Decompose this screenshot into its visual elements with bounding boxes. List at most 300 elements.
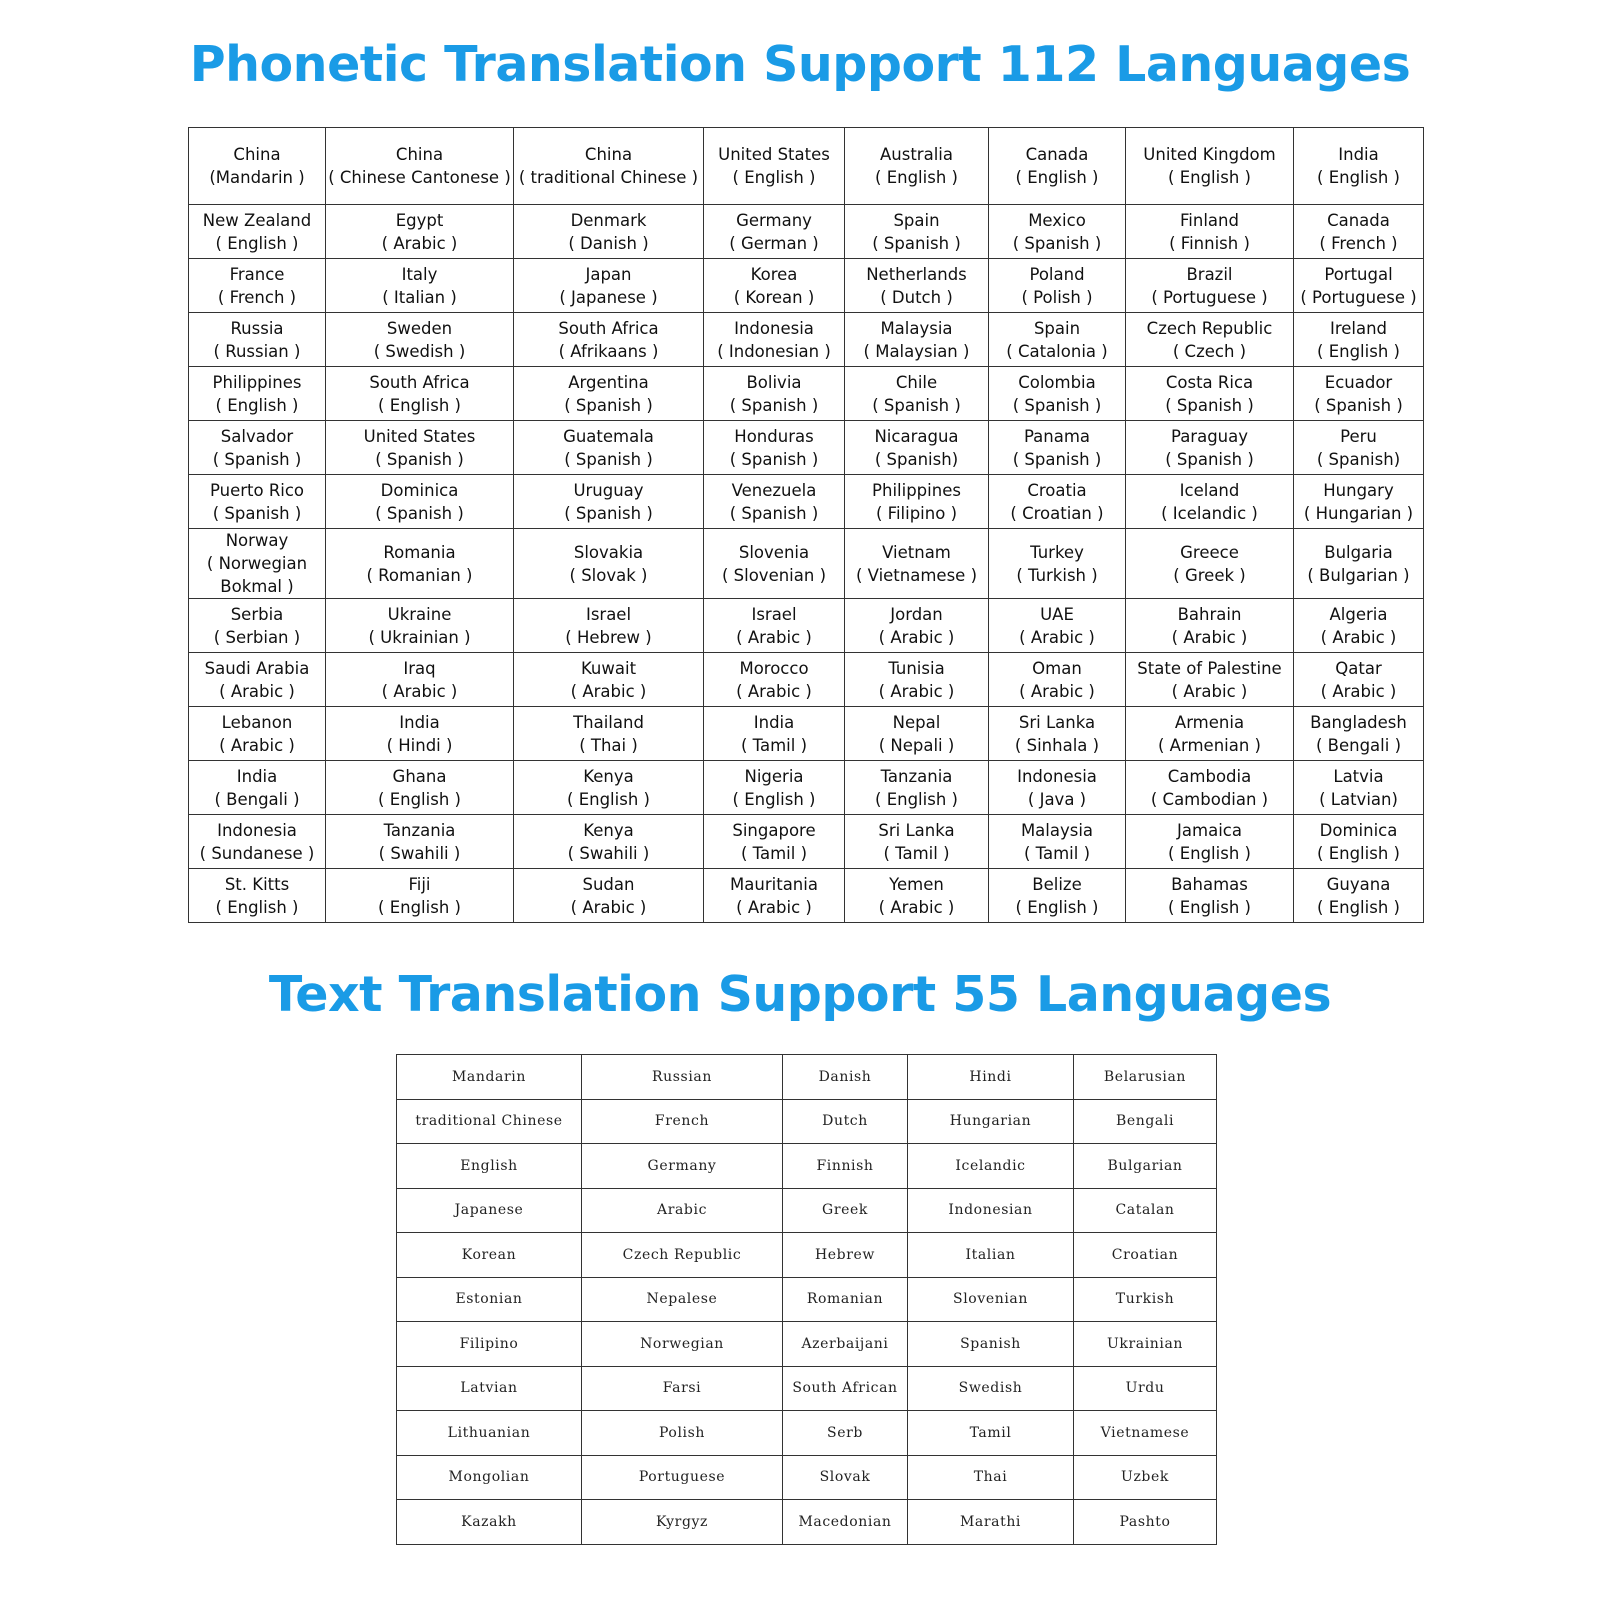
country-name: Russia	[230, 318, 284, 338]
language-name: ( Arabic )	[736, 627, 812, 647]
text-row	[397, 1099, 1217, 1144]
language-name: ( English )	[1015, 168, 1099, 187]
phonetic-cell	[326, 653, 514, 707]
text-language-cell: Polish	[582, 1411, 783, 1456]
language-name: ( Spanish )	[564, 503, 653, 523]
language-name: ( Spanish )	[1012, 233, 1102, 253]
phonetic-cell	[704, 529, 845, 599]
language-name: ( Turkish )	[1016, 565, 1098, 585]
phonetic-cell	[514, 599, 704, 653]
country-name: Italy	[401, 264, 438, 284]
language-name: ( Arabic )	[570, 681, 647, 701]
phonetic-cell	[704, 205, 845, 259]
phonetic-cell	[514, 421, 704, 475]
phonetic-row	[189, 421, 1424, 475]
phonetic-cell	[189, 869, 326, 923]
language-name: ( Bengali )	[1315, 735, 1402, 755]
phonetic-cell	[1126, 599, 1294, 653]
country-name: United States	[363, 426, 476, 446]
text-language-cell: Slovenian	[908, 1277, 1074, 1322]
language-name: ( Tamil )	[740, 843, 808, 863]
language-name: ( Arabic )	[1320, 627, 1397, 647]
country-name: Indonesia	[1017, 766, 1097, 786]
phonetic-row	[189, 529, 1424, 599]
text-language-cell: Bengali	[1074, 1099, 1217, 1144]
phonetic-cell	[845, 599, 989, 653]
text-row	[397, 1455, 1217, 1500]
phonetic-cell	[1126, 529, 1294, 599]
language-name: ( Spanish )	[1165, 449, 1254, 469]
country-name: Poland	[1029, 264, 1085, 284]
language-name: ( Arabic )	[1320, 681, 1397, 701]
language-name: ( Latvian)	[1319, 789, 1398, 809]
language-name: ( Portuguese )	[1300, 287, 1417, 307]
text-language-cell: Mongolian	[397, 1455, 582, 1500]
language-name: ( Arabic )	[878, 897, 955, 917]
phonetic-cell	[514, 815, 704, 869]
country-name: Netherlands	[866, 264, 967, 284]
country-name: Japan	[585, 264, 632, 284]
phonetic-row	[189, 815, 1424, 869]
language-name: ( Hindi )	[386, 735, 453, 755]
phonetic-cell	[189, 205, 326, 259]
language-name: ( Spanish)	[1316, 449, 1401, 469]
country-name: Tunisia	[888, 658, 945, 678]
country-name: Dominica	[380, 480, 459, 500]
country-name: Lebanon	[221, 712, 293, 732]
country-name: Spain	[893, 210, 940, 230]
language-name: ( Nepali )	[878, 735, 955, 755]
country-name: South Africa	[369, 372, 470, 392]
phonetic-cell	[845, 869, 989, 923]
text-row	[397, 1500, 1217, 1545]
phonetic-cell	[1126, 313, 1294, 367]
text-language-cell: South African	[783, 1366, 908, 1411]
text-language-cell: Russian	[582, 1055, 783, 1100]
phonetic-cell	[326, 707, 514, 761]
text-language-cell: Bulgarian	[1074, 1144, 1217, 1189]
phonetic-cell	[189, 761, 326, 815]
text-language-cell: Kazakh	[397, 1500, 582, 1545]
phonetic-cell	[704, 367, 845, 421]
phonetic-cell	[704, 475, 845, 529]
phonetic-cell	[1294, 367, 1424, 421]
country-name: Peru	[1340, 426, 1377, 446]
language-name: ( Sundanese )	[199, 843, 315, 863]
language-name: ( Filipino )	[875, 503, 958, 523]
language-name: ( Swedish )	[373, 341, 466, 361]
text-row	[397, 1055, 1217, 1100]
phonetic-cell	[989, 259, 1126, 313]
language-name: ( Croatian )	[1010, 503, 1104, 523]
phonetic-cell	[845, 707, 989, 761]
country-name: Korea	[750, 264, 798, 284]
text-language-cell: Thai	[908, 1455, 1074, 1500]
text-language-cell: Spanish	[908, 1322, 1074, 1367]
text-language-cell: Belarusian	[1074, 1055, 1217, 1100]
language-name: ( Arabic )	[736, 897, 812, 917]
phonetic-cell	[1294, 205, 1424, 259]
phonetic-cell	[845, 761, 989, 815]
phonetic-cell	[326, 128, 514, 205]
language-name: ( Hebrew )	[565, 627, 652, 647]
country-name: Puerto Rico	[209, 480, 305, 500]
phonetic-cell	[845, 313, 989, 367]
language-name: ( English )	[1168, 897, 1251, 917]
country-name: United States	[718, 145, 830, 164]
phonetic-cell	[845, 815, 989, 869]
text-title: Text Translation Support 55 Languages	[268, 966, 1332, 1023]
country-name: Oman	[1032, 658, 1082, 678]
language-name: ( Spanish )	[212, 449, 302, 469]
phonetic-cell	[1126, 761, 1294, 815]
text-language-cell: Vietnamese	[1074, 1411, 1217, 1456]
phonetic-cell	[845, 205, 989, 259]
country-name: Greece	[1180, 542, 1239, 562]
language-name: ( Bengali )	[214, 789, 300, 809]
country-name: South Africa	[558, 318, 659, 338]
country-name: Sri Lanka	[1018, 712, 1096, 732]
phonetic-cell	[1294, 421, 1424, 475]
language-name: ( Polish )	[1021, 287, 1093, 307]
phonetic-cell	[326, 421, 514, 475]
phonetic-row	[189, 869, 1424, 923]
language-name: ( English )	[378, 395, 461, 415]
phonetic-cell	[704, 653, 845, 707]
phonetic-cell	[326, 815, 514, 869]
phonetic-cell	[326, 259, 514, 313]
text-language-cell: Italian	[908, 1233, 1074, 1278]
country-name: Hungary	[1323, 480, 1394, 500]
country-name: Fiji	[408, 874, 431, 894]
language-name: ( Hungarian )	[1303, 503, 1414, 523]
phonetic-cell	[514, 367, 704, 421]
text-language-cell: Lithuanian	[397, 1411, 582, 1456]
language-name: ( Spanish )	[212, 503, 302, 523]
country-name: Serbia	[230, 604, 284, 624]
language-name: ( English )	[875, 168, 958, 187]
language-name: ( Arabic )	[1019, 681, 1095, 701]
phonetic-cell	[1294, 707, 1424, 761]
country-name: India	[399, 712, 440, 732]
country-name: Ukraine	[387, 604, 452, 624]
language-name: ( Arabic )	[1171, 681, 1248, 701]
country-name: Malaysia	[1020, 820, 1094, 840]
language-name: ( English )	[1168, 168, 1251, 187]
language-name: ( Catalonia )	[1006, 341, 1108, 361]
text-language-cell: Romanian	[783, 1277, 908, 1322]
language-name: ( Spanish )	[375, 503, 464, 523]
text-language-cell: Czech Republic	[582, 1233, 783, 1278]
country-name: Bahamas	[1171, 874, 1248, 894]
country-name: Sweden	[386, 318, 453, 338]
country-name: Panama	[1023, 426, 1091, 446]
phonetic-cell	[989, 313, 1126, 367]
language-name: ( English )	[1015, 897, 1099, 917]
language-name: ( Swahili )	[378, 843, 461, 863]
country-name: Chile	[895, 372, 938, 392]
phonetic-cell	[326, 869, 514, 923]
country-name: Singapore	[732, 820, 816, 840]
language-name: ( English )	[1317, 897, 1400, 917]
phonetic-cell	[704, 313, 845, 367]
phonetic-cell	[189, 653, 326, 707]
language-name: ( Arabic )	[381, 233, 458, 253]
text-language-cell: Latvian	[397, 1366, 582, 1411]
language-name: ( Portuguese )	[1151, 287, 1268, 307]
language-name: ( Spanish )	[1165, 395, 1254, 415]
text-language-cell: Korean	[397, 1233, 582, 1278]
country-name: Morocco	[739, 658, 809, 678]
country-name: New Zealand	[202, 210, 312, 230]
language-name: ( Spanish )	[872, 395, 961, 415]
country-name: Canada	[1327, 210, 1390, 230]
phonetic-cell	[189, 128, 326, 205]
language-name: ( Arabic )	[570, 897, 647, 917]
text-language-cell: Tamil	[908, 1411, 1074, 1456]
country-name: France	[229, 264, 285, 284]
phonetic-cell	[1294, 128, 1424, 205]
phonetic-cell	[1294, 869, 1424, 923]
phonetic-cell	[1126, 869, 1294, 923]
language-name: ( German )	[729, 233, 819, 253]
language-name: (Mandarin )	[209, 168, 305, 187]
language-name: ( Sinhala )	[1014, 735, 1100, 755]
language-name: ( Armenian )	[1158, 735, 1261, 755]
country-name: India	[753, 712, 795, 732]
country-name: Salvador	[220, 426, 294, 446]
language-name: ( Czech )	[1172, 341, 1247, 361]
language-name: ( Vietnamese )	[855, 565, 978, 585]
language-name: ( Japanese )	[559, 287, 658, 307]
language-name: ( Italian )	[382, 287, 457, 307]
country-name: Sudan	[582, 874, 635, 894]
country-name: Qatar	[1335, 658, 1382, 678]
phonetic-cell	[845, 475, 989, 529]
country-name: India	[1338, 145, 1379, 164]
country-name: Dominica	[1319, 820, 1398, 840]
phonetic-cell	[189, 475, 326, 529]
phonetic-cell	[845, 421, 989, 475]
language-name: ( Arabic )	[1019, 627, 1095, 647]
phonetic-cell	[704, 128, 845, 205]
country-name: Ecuador	[1324, 372, 1393, 392]
country-name: Vietnam	[882, 542, 951, 562]
text-language-cell: Hebrew	[783, 1233, 908, 1278]
phonetic-cell	[1126, 707, 1294, 761]
country-name: Norway	[225, 531, 289, 550]
text-language-cell: Finnish	[783, 1144, 908, 1189]
phonetic-cell	[989, 653, 1126, 707]
phonetic-row	[189, 599, 1424, 653]
phonetic-cell	[1126, 815, 1294, 869]
phonetic-cell	[189, 259, 326, 313]
phonetic-cell	[845, 529, 989, 599]
language-name: ( Spanish )	[564, 449, 653, 469]
country-name: Colombia	[1018, 372, 1096, 392]
text-languages-table	[396, 1054, 1217, 1545]
phonetic-languages-table	[188, 127, 1424, 923]
country-name: Belize	[1032, 874, 1082, 894]
language-name: ( Cambodian )	[1150, 789, 1269, 809]
language-name: ( English )	[732, 168, 816, 187]
country-name: Bulgaria	[1324, 542, 1393, 562]
phonetic-cell	[1294, 259, 1424, 313]
phonetic-row	[189, 653, 1424, 707]
phonetic-cell	[989, 421, 1126, 475]
phonetic-cell	[189, 367, 326, 421]
phonetic-cell	[326, 599, 514, 653]
country-name: Israel	[585, 604, 632, 624]
text-language-cell: Mandarin	[397, 1055, 582, 1100]
phonetic-cell	[326, 475, 514, 529]
phonetic-cell	[704, 421, 845, 475]
phonetic-cell	[514, 205, 704, 259]
phonetic-cell	[845, 128, 989, 205]
phonetic-cell	[514, 313, 704, 367]
language-name: ( Tamil )	[1023, 843, 1091, 863]
phonetic-row	[189, 259, 1424, 313]
language-name: ( Russian )	[213, 341, 301, 361]
phonetic-cell	[1126, 128, 1294, 205]
phonetic-cell	[989, 599, 1126, 653]
country-name: Australia	[880, 145, 953, 164]
language-name: ( English )	[1168, 843, 1251, 863]
language-name: ( French )	[1319, 233, 1398, 253]
country-name: Finland	[1180, 210, 1239, 230]
country-name: China	[395, 145, 444, 164]
country-name: Nepal	[892, 712, 941, 732]
language-name: ( Ukrainian )	[368, 627, 471, 647]
language-name: ( Serbian )	[213, 627, 301, 647]
phonetic-cell	[845, 259, 989, 313]
phonetic-cell	[989, 869, 1126, 923]
country-name: Slovenia	[738, 542, 810, 562]
country-name: Canada	[1025, 145, 1089, 164]
phonetic-cell	[326, 205, 514, 259]
language-name: ( English )	[215, 233, 299, 253]
phonetic-cell	[1126, 475, 1294, 529]
country-name: Indonesia	[217, 820, 297, 840]
text-language-cell: Uzbek	[1074, 1455, 1217, 1500]
language-name: ( Spanish )	[1012, 449, 1102, 469]
language-name: ( Spanish )	[564, 395, 653, 415]
country-name: Argentina	[568, 372, 649, 392]
language-name: ( traditional Chinese )	[518, 168, 699, 187]
phonetic-title: Phonetic Translation Support 112 Languages	[189, 36, 1411, 93]
country-name: Denmark	[570, 210, 647, 230]
language-name: ( Arabic )	[381, 681, 458, 701]
text-language-cell: Azerbaijani	[783, 1322, 908, 1367]
text-language-cell: Pashto	[1074, 1500, 1217, 1545]
language-name: ( Spanish )	[375, 449, 464, 469]
phonetic-cell	[1294, 653, 1424, 707]
text-language-cell: Catalan	[1074, 1188, 1217, 1233]
phonetic-cell	[514, 128, 704, 205]
country-name: Iraq	[403, 658, 436, 678]
text-language-cell: Dutch	[783, 1099, 908, 1144]
country-name: Latvia	[1333, 766, 1384, 786]
text-language-cell: Turkish	[1074, 1277, 1217, 1322]
text-language-cell: Slovak	[783, 1455, 908, 1500]
country-name: Germany	[736, 210, 812, 230]
phonetic-cell	[704, 707, 845, 761]
text-language-cell: Urdu	[1074, 1366, 1217, 1411]
language-name: ( Spanish)	[874, 449, 959, 469]
country-name: Armenia	[1174, 712, 1245, 732]
phonetic-cell	[845, 367, 989, 421]
country-name: Philippines	[212, 372, 302, 392]
phonetic-cell	[189, 599, 326, 653]
language-name: ( Danish )	[568, 233, 649, 253]
phonetic-row	[189, 475, 1424, 529]
phonetic-cell	[1126, 367, 1294, 421]
country-name: Yemen	[889, 874, 944, 894]
language-name: ( Arabic )	[1171, 627, 1248, 647]
country-name: Tanzania	[880, 766, 953, 786]
phonetic-cell	[989, 205, 1126, 259]
language-name: ( Bulgarian )	[1307, 565, 1410, 585]
country-name: United Kingdom	[1143, 145, 1276, 164]
country-name: Venezuela	[731, 480, 817, 500]
text-language-cell: English	[397, 1144, 582, 1189]
phonetic-cell	[704, 599, 845, 653]
country-name: Uruguay	[573, 480, 644, 500]
country-name: Portugal	[1324, 264, 1393, 284]
phonetic-cell	[704, 259, 845, 313]
phonetic-cell	[1126, 653, 1294, 707]
country-name: Israel	[751, 604, 797, 624]
phonetic-cell	[989, 367, 1126, 421]
language-name: ( English )	[1317, 843, 1400, 863]
phonetic-row	[189, 707, 1424, 761]
language-name: ( Spanish )	[729, 395, 819, 415]
country-name: India	[236, 766, 278, 786]
text-language-cell: Swedish	[908, 1366, 1074, 1411]
phonetic-cell	[326, 367, 514, 421]
phonetic-cell	[189, 815, 326, 869]
language-name: ( Thai )	[579, 735, 638, 755]
language-name: ( Korean )	[733, 287, 815, 307]
phonetic-cell	[326, 761, 514, 815]
language-name: ( Slovenian )	[721, 565, 827, 585]
country-name: Ireland	[1329, 318, 1388, 338]
language-name: ( English )	[1317, 341, 1400, 361]
country-name: Nicaragua	[874, 426, 959, 446]
phonetic-cell	[1294, 815, 1424, 869]
country-name: Costa Rica	[1165, 372, 1254, 392]
text-row	[397, 1233, 1217, 1278]
language-name: ( Spanish )	[872, 233, 961, 253]
language-name: ( Spanish )	[729, 449, 819, 469]
country-name: Kenya	[583, 820, 634, 840]
country-name: Bolivia	[746, 372, 802, 392]
phonetic-row	[189, 205, 1424, 259]
phonetic-cell	[1294, 529, 1424, 599]
phonetic-cell	[514, 707, 704, 761]
country-name: Saudi Arabia	[204, 658, 310, 678]
phonetic-cell	[989, 815, 1126, 869]
country-name: Brazil	[1186, 264, 1233, 284]
country-name: Sri Lanka	[878, 820, 955, 840]
text-language-cell: Portuguese	[582, 1455, 783, 1500]
phonetic-row	[189, 761, 1424, 815]
phonetic-row	[189, 313, 1424, 367]
phonetic-cell	[1294, 761, 1424, 815]
country-name: Bangladesh	[1310, 712, 1407, 732]
phonetic-cell	[514, 259, 704, 313]
phonetic-cell	[989, 475, 1126, 529]
